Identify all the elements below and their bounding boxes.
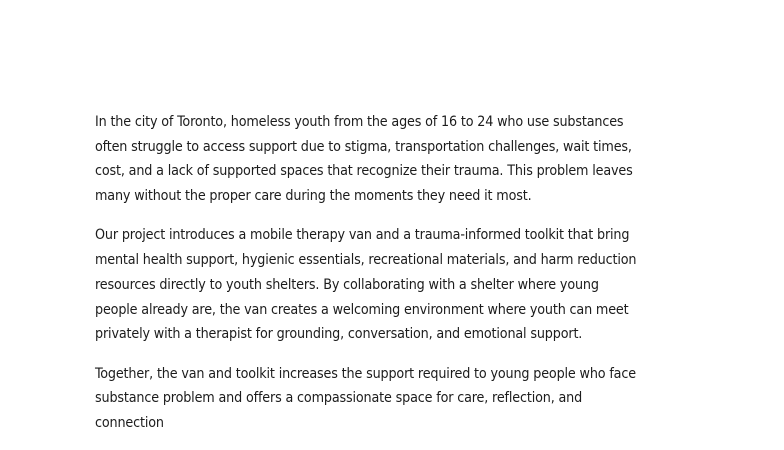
text-line: resources directly to youth shelters. By collaborating with a shelter where young [95, 276, 599, 293]
paragraph-project-description [95, 223, 705, 347]
paragraph-problem-statement [95, 110, 705, 209]
text-line: privately with a therapist for grounding, conversation, and emotional support. [95, 326, 583, 343]
text-line: people already are, the van creates a welcoming environment where youth can meet [95, 301, 629, 318]
text-line: Together, the van and toolkit increases the support required to young people who face [95, 365, 636, 382]
text-line: In the city of Toronto, homeless youth from the ages of 16 to 24 who use substances [95, 114, 624, 130]
text-line: Our project introduces a mobile therapy van and a trauma-informed toolkit that bring [95, 227, 630, 244]
document-body [95, 110, 705, 450]
text-line: substance problem and offers a compassionate space for care, reflection, and [95, 390, 583, 407]
text-line: connection [95, 414, 164, 431]
text-line: often struggle to access support due to stigma, transportation challenges, wait times, [95, 138, 632, 155]
text-line: cost, and a lack of supported spaces that recognize their trauma. This problem leaves [95, 163, 633, 180]
text-line: many without the proper care during the moments they need it most. [95, 188, 532, 205]
text-line: mental health support, hygienic essentials, recreational materials, and harm reduction [95, 252, 637, 269]
paragraph-conclusion [95, 362, 705, 436]
